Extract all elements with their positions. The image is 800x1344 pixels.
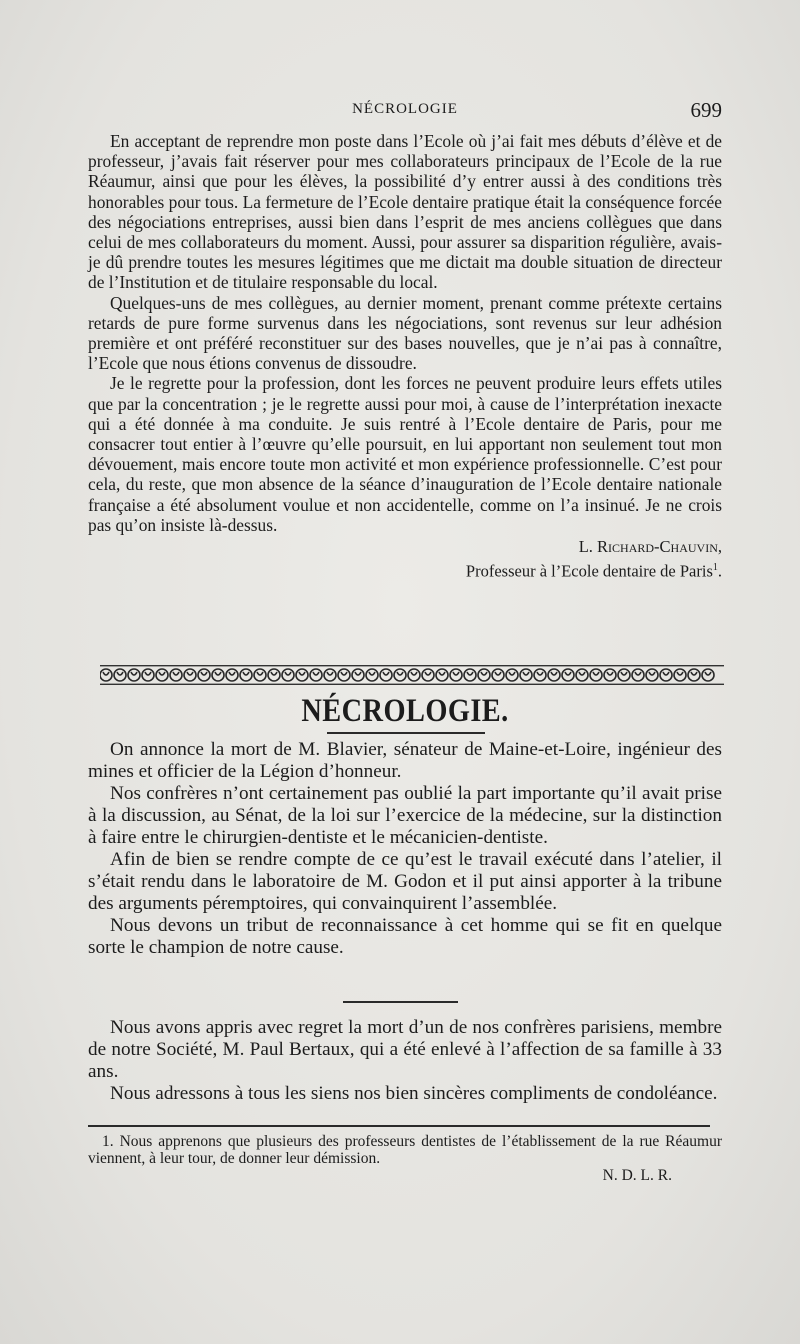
ornament-curl xyxy=(131,672,137,675)
running-header xyxy=(88,98,722,122)
ornament-curl xyxy=(607,672,613,675)
ornament-curl xyxy=(481,672,487,675)
ornament-curl xyxy=(593,672,599,675)
footnote-rule xyxy=(88,1125,710,1127)
ornament-curl xyxy=(453,672,459,675)
ornament-curl xyxy=(635,672,641,675)
ornament-curl xyxy=(439,672,445,675)
obituary-paragraph: Nous avons appris avec regret la mort d’un de nos confrères parisiens, membre de notre Société, M. Paul Bertaux, qui a été enlevé à l’affection de sa famille à 33 ans. xyxy=(88,1017,722,1082)
ornament-curl xyxy=(579,672,585,675)
ornament-curl xyxy=(467,672,473,675)
ornament-curl xyxy=(327,672,333,675)
ornament-curl xyxy=(677,672,683,675)
ornament-curl xyxy=(173,672,179,675)
ornament-curl xyxy=(649,672,655,675)
footnote-text: 1. Nous apprenons que plusieurs des professeurs dentistes de l’établissement de la rue Réaumur viennent, à leur tour, de donner leur démission. xyxy=(88,1133,722,1167)
letter-paragraph: En acceptant de reprendre mon poste dans l’Ecole où j’ai fait mes débuts d’élève et de professeur, j’avais fait réserver pour mes collaborateurs principaux de l’Ecole de la rue Réaumur, ainsi que pour les élèves, la possibilité d’y entrer aussi à des conditions très honorables pour tous. La fermeture de l’Ecole dentaire pratique était la conséquence forcée des négociations entreprises, aussi bien dans l’esprit de mes anciens collègues que dans celui de mes collaborateurs du moment. Aussi, pour assurer sa disparition régulière, avais-je dû prendre toutes les mesures légitimes que me dictait ma double situation de directeur de l’Institution et de titulaire responsable du local. xyxy=(88,131,722,293)
ornament-curl xyxy=(299,672,305,675)
signature-end: . xyxy=(717,561,722,581)
ornament-curl xyxy=(117,672,123,675)
ornament-curl xyxy=(383,672,389,675)
ornament-curl xyxy=(159,672,165,675)
obituary-paragraph: Nos confrères n’ont certainement pas oublié la part importante qu’il avait prise à la discussion, au Sénat, de la loi sur l’exercice de la médecine, sur la distinction à faire entre le chirurgien-dentiste et le mécanicien-dentiste. xyxy=(88,783,722,848)
page-number: 699 xyxy=(690,98,722,122)
letter-paragraph: Quelques-uns de mes collègues, au dernier moment, prenant comme prétexte certains retards de pure forme survenus dans les négociations, sont revenus sur leur adhésion première et ont préféré reconstituer sur des bases nouvelles, que je n’ai pas à connaître, l’Ecole que nous étions convenus de dissoudre. xyxy=(88,292,722,374)
footnote-mark: 1 xyxy=(712,561,718,573)
section-title: NÉCROLOGIE. xyxy=(301,693,509,729)
ornament-curl xyxy=(285,672,291,675)
ornament-curl xyxy=(551,672,557,675)
footnote xyxy=(88,1133,722,1184)
ornament-curl xyxy=(691,672,697,675)
letter-signature xyxy=(88,537,722,582)
obituary-paragraph: Nous devons un tribut de reconnaissance à cet homme qui se fit en quelque sorte le champion de notre cause. xyxy=(88,915,722,958)
ornament-curl xyxy=(537,672,543,675)
letter-body xyxy=(88,131,722,582)
ornament-curl xyxy=(397,672,403,675)
obituary-blavier xyxy=(88,739,722,959)
section-separator xyxy=(343,1001,458,1003)
ornament-curl xyxy=(565,672,571,675)
ornament-curl xyxy=(187,672,193,675)
ornament-curl xyxy=(663,672,669,675)
ornament-curl xyxy=(145,672,151,675)
ornament-curl xyxy=(313,672,319,675)
ornament-curl xyxy=(257,672,263,675)
ornament-curl xyxy=(355,672,361,675)
letter-paragraph: Je le regrette pour la profession, dont les forces ne peuvent produire leurs effets utiles que par la concentration ; je le regrette aussi pour moi, à cause de l’interprétation inexacte qui a été donnée à ma conduite. Je suis rentré à l’Ecole dentaire de Paris, pour me consacrer tout entier à l’œuvre qu’elle poursuit, en lui apportant non seulement tout mon dévouement, mais encore toute mon activité et mon expérience professionnelle. C’est pour cela, du reste, que mon absence de la séance d’inauguration de l’Ecole dentaire nationale française a été absolument voulue et non accidentelle, comme on l’a insinué. Je ne crois pas qu’on insiste là-dessus. xyxy=(88,373,722,535)
ornament-curl xyxy=(201,672,207,675)
ornament-curl xyxy=(705,672,711,675)
title-rule xyxy=(327,732,485,734)
ornament-curl xyxy=(523,672,529,675)
footnote-initials: N. D. L. R. xyxy=(602,1167,672,1184)
ornament-curl xyxy=(621,672,627,675)
ornament-curl xyxy=(509,672,515,675)
ornament-curl xyxy=(271,672,277,675)
signature-name: L. Richard-Chauvin, xyxy=(578,537,722,557)
ornament-curl xyxy=(341,672,347,675)
obituary-paragraph: Nous adressons à tous les siens nos bien sincères compliments de condoléance. xyxy=(110,1083,718,1104)
ornament-curl xyxy=(243,672,249,675)
signature-title: Professeur à l’Ecole dentaire de Paris xyxy=(465,561,713,581)
decorative-ornament-band xyxy=(100,664,724,686)
obituary-paragraph: On annonce la mort de M. Blavier, sénateur de Maine-et-Loire, ingénieur des mines et officier de la Légion d’honneur. xyxy=(88,739,722,782)
ornament-curl xyxy=(369,672,375,675)
ornament-curl xyxy=(411,672,417,675)
ornament-curl xyxy=(425,672,431,675)
ornament-curl xyxy=(215,672,221,675)
ornament-curl xyxy=(103,672,109,675)
running-title: NÉCROLOGIE xyxy=(352,101,458,117)
ornament-curl xyxy=(495,672,501,675)
obituary-bertaux xyxy=(88,1017,722,1105)
obituary-paragraph: Afin de bien se rendre compte de ce qu’est le travail exécuté dans l’atelier, il s’était rendu dans le laboratoire de M. Godon et il put ainsi apporter à la tribune des arguments péremptoires, qui convainquirent l’assemblée. xyxy=(88,849,722,914)
ornament-curl xyxy=(229,672,235,675)
